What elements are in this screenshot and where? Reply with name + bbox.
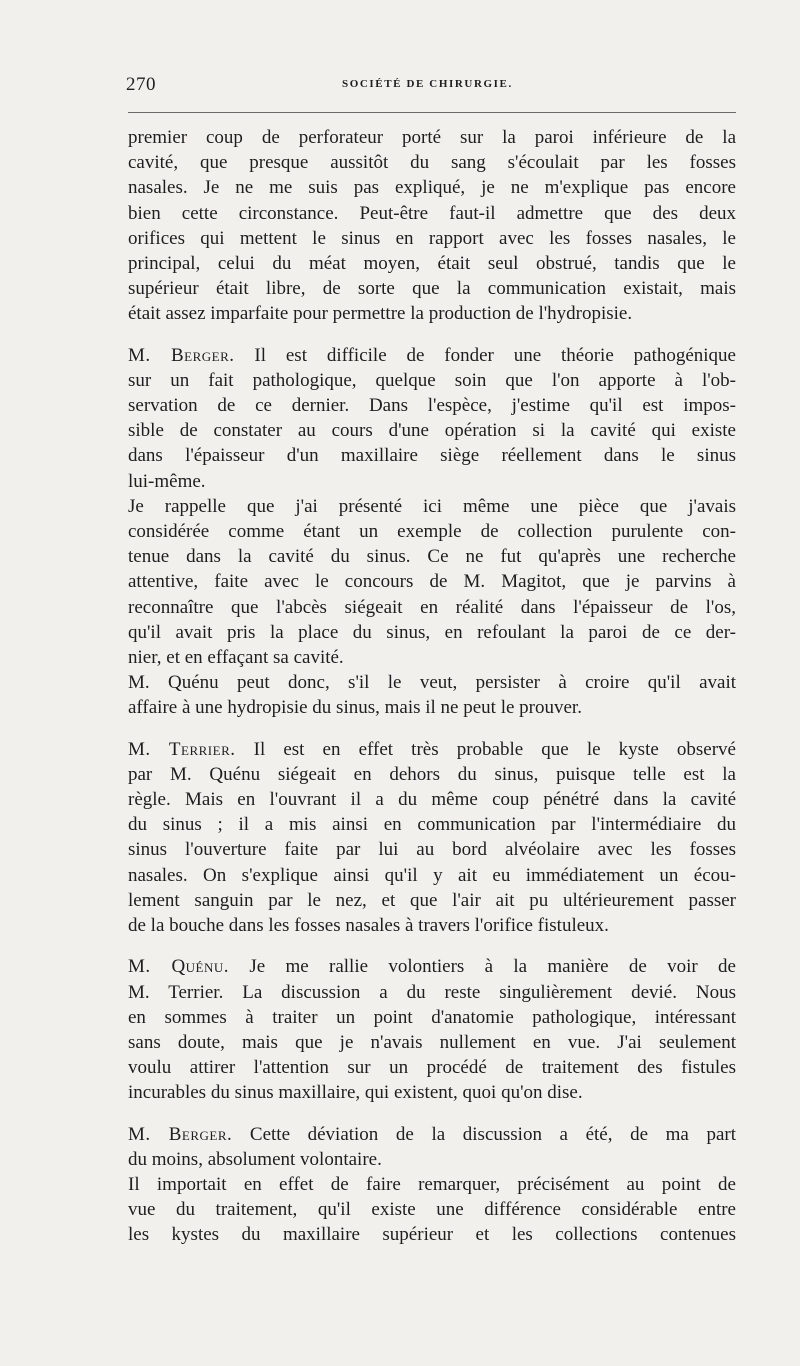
paragraph — [128, 494, 736, 670]
text-line: M. Quénu. Je me rallie volontiers à la manière de voir de — [128, 956, 736, 978]
text-line: reconnaître que l'abcès siégeait en réalité dans l'épaisseur de l'os, — [128, 596, 736, 618]
paragraph — [128, 1122, 736, 1172]
paragraph — [128, 125, 736, 327]
text-line: M. Quénu peut donc, s'il le veut, persister à croire qu'il avait — [128, 672, 736, 694]
text-line: cavité, que presque aussitôt du sang s'écoulait par les fosses — [128, 152, 736, 174]
text-line: M. Terrier. La discussion a du reste singulièrement devié. Nous — [128, 981, 736, 1003]
text-line: premier coup de perforateur porté sur la paroi inférieure de la — [128, 127, 736, 148]
text-line: Il importait en effet de faire remarquer, précisément au point de — [128, 1173, 736, 1195]
text-line: en sommes à traiter un point d'anatomie pathologique, intéressant — [128, 1006, 736, 1028]
speaker-name: M. Berger. — [128, 1123, 233, 1145]
text-line: considérée comme étant un exemple de collection purulente con- — [128, 521, 736, 543]
paragraph — [128, 343, 736, 494]
text-line: Je rappelle que j'ai présenté ici même une pièce que j'avais — [128, 495, 736, 517]
paragraph — [128, 670, 736, 720]
text-line: règle. Mais en l'ouvrant il a du même coup pénétré dans la cavité — [128, 789, 736, 811]
text-line: par M. Quénu siégeait en dehors du sinus, puisque telle est la — [128, 763, 736, 785]
text-line: attentive, faite avec le concours de M. Magitot, que je parvins à — [128, 571, 736, 593]
text-line: nasales. On s'explique ainsi qu'il y ait eu immédiatement un écou- — [128, 864, 736, 886]
body-text — [128, 125, 736, 1248]
text-line: était assez imparfaite pour permettre la production de l'hydropisie. — [128, 303, 633, 325]
paragraph-gap — [128, 1106, 736, 1122]
text-line: sans doute, mais que je n'avais nullement en vue. J'ai seulement — [128, 1031, 736, 1053]
text-line: lui-même. — [128, 470, 206, 492]
text-line: sur un fait pathologique, quelque soin que l'on apporte à l'ob- — [128, 369, 736, 391]
text-line: M. Berger. Cette déviation de la discussion a été, de ma part — [128, 1123, 736, 1145]
text-line: nasales. Je ne me suis pas expliqué, je ne m'explique pas encore — [128, 177, 736, 199]
text-line: vue du traitement, qu'il existe une différence considérable entre — [128, 1199, 736, 1221]
running-title: SOCIÉTÉ DE CHIRURGIE. — [342, 78, 513, 90]
text-line: affaire à une hydropisie du sinus, mais il ne peut le prouver. — [128, 697, 582, 719]
text-line: M. Terrier. Il est en effet très probable que le kyste observé — [128, 738, 736, 760]
header-rule — [128, 112, 736, 113]
text-line: dans l'épaisseur d'un maxillaire siège réellement dans le sinus — [128, 445, 736, 467]
text-line: lement sanguin par le nez, et que l'air ait pu ultérieurement passer — [128, 889, 736, 911]
page-number: 270 — [126, 74, 156, 95]
text-line: sible de constater au cours d'une opération si la cavité qui existe — [128, 420, 736, 442]
text-line: supérieur était libre, de sorte que la communication existait, mais — [128, 278, 736, 300]
text-line: les kystes du maxillaire supérieur et les collections contenues — [128, 1224, 736, 1246]
paragraph-gap — [128, 938, 736, 954]
text-line: incurables du sinus maxillaire, qui existent, quoi qu'on dise. — [128, 1082, 583, 1104]
text-line: qu'il avait pris la place du sinus, en refoulant la paroi de ce der- — [128, 621, 736, 643]
text-line: M. Berger. Il est difficile de fonder une théorie pathogénique — [128, 344, 736, 366]
paragraph — [128, 737, 736, 939]
text-line: voulu attirer l'attention sur un procédé de traitement des fistules — [128, 1057, 736, 1079]
speaker-name: M. Berger. — [128, 344, 235, 366]
text-line: nier, et en effaçant sa cavité. — [128, 647, 344, 669]
page-header — [126, 74, 736, 100]
speaker-name: M. Quénu. — [128, 956, 230, 978]
text-line: tenue dans la cavité du sinus. Ce ne fut qu'après une recherche — [128, 546, 736, 568]
text-line: de la bouche dans les fosses nasales à travers l'orifice fistuleux. — [128, 915, 609, 937]
text-line: du moins, absolument volontaire. — [128, 1148, 382, 1170]
text-line: bien cette circonstance. Peut-être faut-il admettre que des deux — [128, 202, 736, 224]
paragraph-gap — [128, 721, 736, 737]
text-line: servation de ce dernier. Dans l'espèce, j'estime qu'il est impos- — [128, 395, 736, 417]
text-line: principal, celui du méat moyen, était seul obstrué, tandis que le — [128, 253, 736, 275]
text-line: du sinus ; il a mis ainsi en communication par l'intermédiaire du — [128, 814, 736, 836]
paragraph — [128, 1172, 736, 1248]
paragraph — [128, 954, 736, 1105]
text-line: sinus l'ouverture faite par lui au bord alvéolaire avec les fosses — [128, 839, 736, 861]
speaker-name: M. Terrier. — [128, 738, 236, 760]
paragraph-gap — [128, 327, 736, 343]
text-line: orifices qui mettent le sinus en rapport avec les fosses nasales, le — [128, 227, 736, 249]
